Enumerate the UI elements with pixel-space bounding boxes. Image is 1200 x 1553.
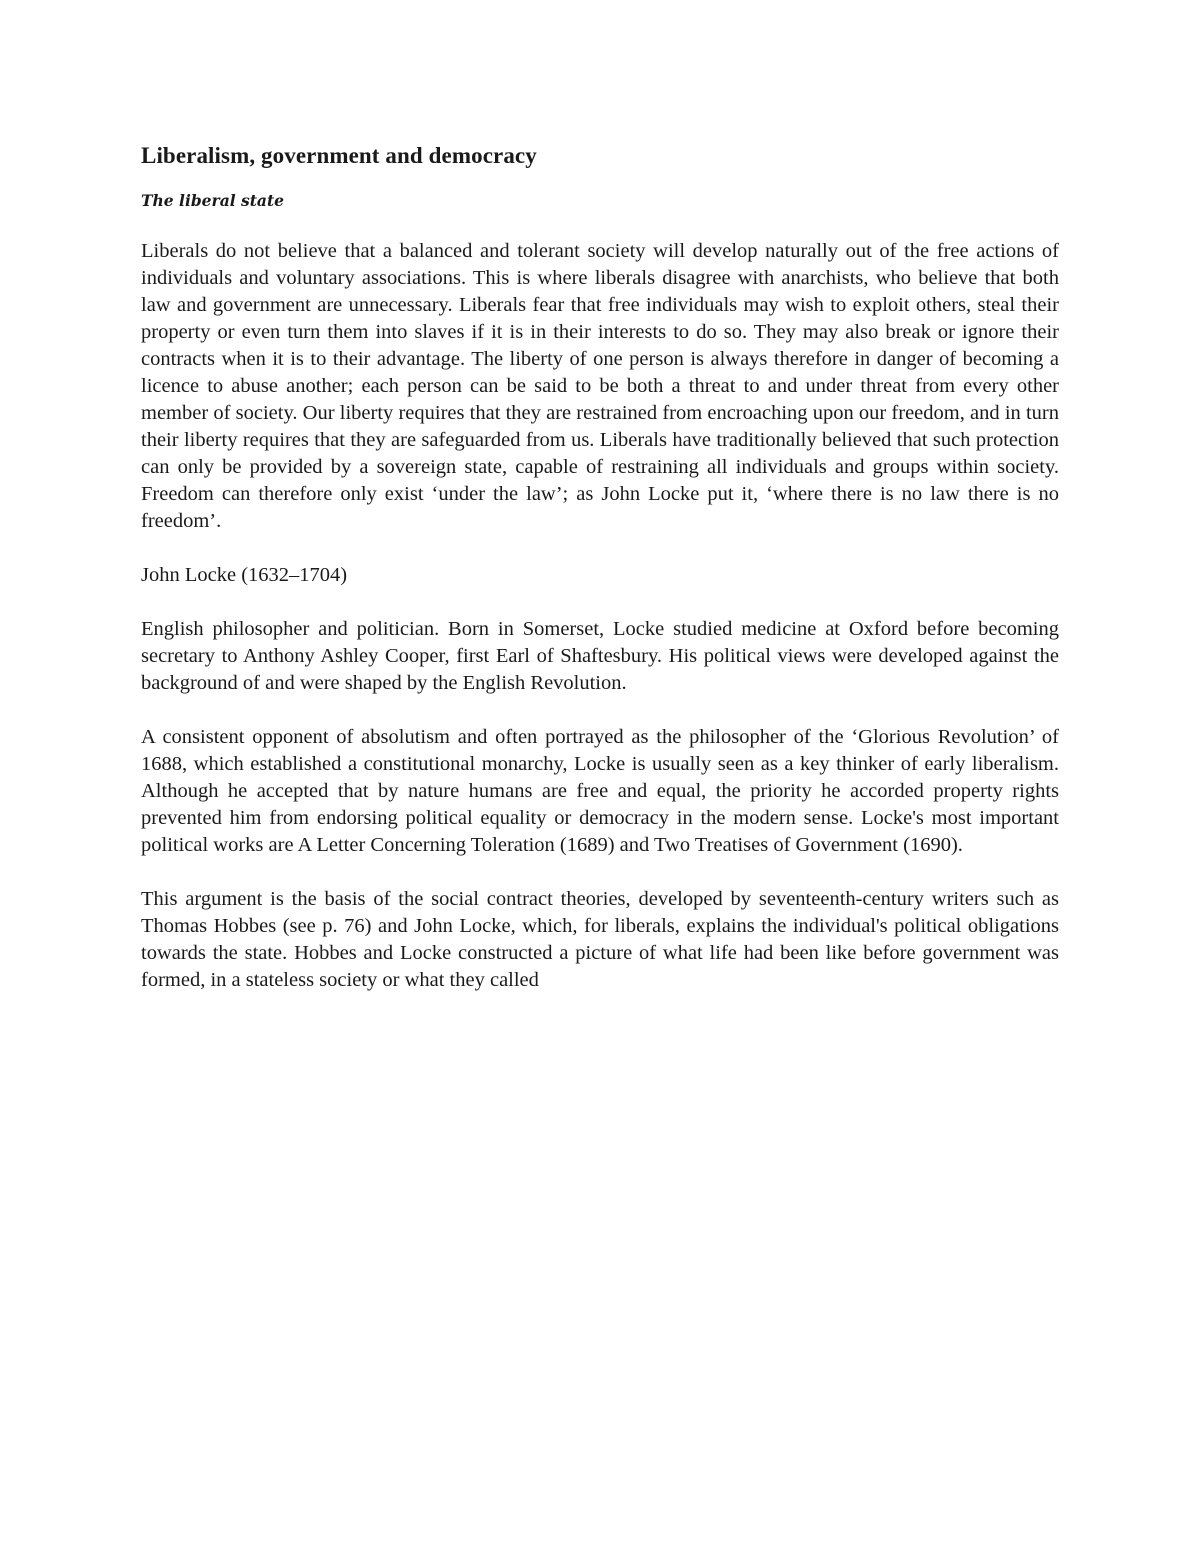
paragraph-liberal-state: Liberals do not believe that a balanced and tolerant society will develop naturally out of the free actions of individuals and voluntary associations. This is where liberals disagree with anarchists, who believe that both law and government are unnecessary. Liberals fear that free individuals may wish to exploit others, steal their property or even turn them into slaves if it is in their interests to do so. They may also break or ignore their contracts when it is to their advantage. The liberty of one person is always therefore in danger of becoming a licence to abuse another; each person can be said to be both a threat to and under threat from every other member of society. Our liberty requires that they are restrained from encroaching upon our freedom, and in turn their liberty requires that they are safeguarded from us. Liberals have traditionally believed that such protection can only be provided by a sovereign state, capable of restraining all individuals and groups within society. Freedom can therefore only exist ‘under the law’; as John Locke put it, ‘where there is no law there is no freedom’.: [141, 240, 1059, 532]
paragraph-locke-bio: English philosopher and politician. Born in Somerset, Locke studied medicine at Oxford before becoming secretary to Anthony Ashley Cooper, first Earl of Shaftesbury. His political views were developed against the background of and were shaped by the English Revolution.: [141, 618, 1059, 694]
paragraph-locke-thought: A consistent opponent of absolutism and often portrayed as the philosopher of the ‘Glorious Revolution’ of 1688, which established a constitutional monarchy, Locke is usually seen as a key thinker of early liberalism. Although he accepted that by nature humans are free and equal, the priority he accorded property rights prevented him from endorsing political equality or democracy in the modern sense. Locke's most important political works are A Letter Concerning Toleration (1689) and Two Treatises of Government (1690).: [141, 726, 1059, 856]
section-heading: The liberal state: [141, 191, 284, 210]
paragraph-locke-heading: John Locke (1632–1704): [141, 564, 348, 586]
document-title: Liberalism, government and democracy: [141, 143, 537, 168]
document-body: [141, 140, 1059, 1021]
paragraph-social-contract: This argument is the basis of the social contract theories, developed by seventeenth-century writers such as Thomas Hobbes (see p. 76) and John Locke, which, for liberals, explains the individual's political obligations towards the state. Hobbes and Locke constructed a picture of what life had been like before government was formed, in a stateless society or what they called: [141, 888, 1059, 991]
